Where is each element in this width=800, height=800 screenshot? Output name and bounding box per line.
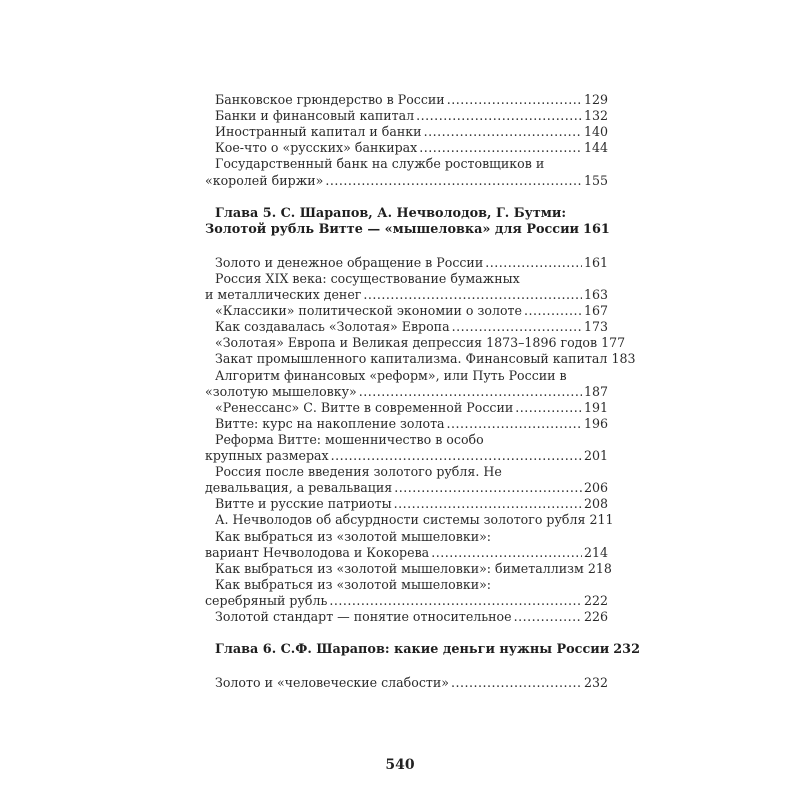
dot-leader (331, 448, 582, 464)
toc-entry-title: Витте: курс на накопление золота (215, 415, 445, 431)
toc-page-number: 201 (583, 448, 608, 463)
toc-page-number: 206 (583, 480, 608, 496)
toc-entry-title: серебряный рубль (205, 592, 328, 608)
toc-entry-title: Кое-что о «русских» банкирах (215, 140, 418, 156)
toc-entry-title: Россия XIX века: сосуществование бумажных (215, 270, 520, 286)
toc-entry-title: Золотой стандарт — понятие относительное (215, 609, 512, 624)
toc-entry-title: «золотую мышеловку» (205, 383, 357, 399)
toc-entry-line (205, 156, 608, 172)
toc-entry-title: Как выбраться из «золотой мышеловки»: биметаллизм (215, 560, 584, 576)
toc-page-number: 155 (583, 172, 608, 188)
toc-page-number: 144 (583, 140, 608, 156)
toc-entry-title: Как выбраться из «золотой мышеловки»: (215, 576, 492, 592)
toc-entry-title: крупных размерах (205, 448, 329, 463)
toc-entry-line (205, 271, 608, 287)
page-number: 540 (385, 757, 415, 773)
toc-entry-line (205, 351, 636, 367)
toc-page-number: 173 (583, 319, 608, 335)
toc-entry-title: Россия после введения золотого рубля. Не (215, 464, 502, 480)
toc-entry-title: Алгоритм финансовых «реформ», или Путь России в (215, 367, 567, 383)
dot-leader (359, 384, 582, 400)
toc-entry-line (205, 140, 608, 156)
toc-page-number: 214 (583, 544, 608, 560)
toc-chapter-line (205, 642, 640, 658)
toc-entry-line (205, 384, 608, 400)
toc-entry-line (205, 577, 608, 593)
dot-leader (485, 255, 582, 271)
toc-entry-line (205, 675, 608, 691)
toc-page-number: 191 (583, 399, 608, 415)
toc-page-number: 218 (587, 560, 612, 576)
toc-entry-title: Как выбраться из «золотой мышеловки»: (215, 528, 492, 544)
dot-leader (424, 124, 582, 140)
toc-entry-line (205, 92, 608, 108)
toc-entry-title: А. Нечволодов об абсурдности системы золотого рубля (215, 512, 586, 528)
toc-entry-title: девальвация, а ревальвация (205, 480, 393, 496)
toc-entry-line (205, 496, 608, 512)
dot-leader (514, 609, 582, 625)
toc-entry-title: Витте и русские патриоты (215, 496, 392, 512)
toc-entry-line (205, 255, 608, 271)
dot-leader (416, 108, 582, 124)
toc-entry-line (205, 108, 608, 124)
toc-page-number: 140 (583, 124, 608, 140)
toc-entry-title: Золото и «человеческие слабости» (215, 675, 449, 691)
dot-leader (329, 593, 582, 609)
toc-entry-title: Золотой рубль Витте — «мышеловка» для России (205, 221, 580, 237)
toc-entry-line (205, 560, 612, 577)
dot-leader (394, 480, 582, 496)
dot-leader (363, 287, 582, 303)
toc-page-number: 161 (583, 221, 610, 237)
toc-page-number: 177 (601, 335, 626, 351)
toc-page-number: 183 (611, 351, 636, 367)
toc-entry-line (205, 303, 608, 319)
dot-leader (515, 400, 582, 416)
toc-entry-title: Закат промышленного капитализма. Финансовый капитал (215, 351, 608, 367)
toc-page-number: 222 (583, 592, 608, 608)
toc-entry-line (205, 529, 608, 545)
toc-entry-title: Банки и финансовый капитал (215, 108, 415, 124)
toc-entry-line (205, 335, 626, 351)
toc-entry-title: Как создавалась «Золотая» Европа (215, 319, 450, 335)
dot-leader (524, 303, 582, 319)
toc-entry-line (205, 287, 608, 303)
toc-page-number: 196 (583, 415, 608, 431)
toc-page-number: 226 (583, 609, 608, 624)
toc-entry-title: Иностранный капитал и банки (215, 124, 422, 140)
dot-leader (431, 545, 582, 561)
dot-leader (451, 675, 582, 691)
toc-page-number: 232 (613, 642, 640, 658)
toc-entry-title: Реформа Витте: мошенничество в особо (215, 431, 484, 447)
toc-page-number: 129 (583, 92, 608, 107)
toc-page-number: 187 (583, 383, 608, 399)
toc-page-number: 232 (583, 675, 608, 691)
toc-entry-line (205, 512, 614, 528)
toc-entry-line (205, 319, 608, 335)
toc-entry-title: Государственный банк на службе ростовщиков и (215, 156, 545, 172)
dot-leader (325, 173, 582, 189)
toc-entry-line (205, 448, 608, 464)
dot-leader (394, 496, 582, 512)
toc-entry-line (205, 124, 608, 140)
toc-entry-line (205, 416, 608, 432)
toc-entry-line (205, 609, 608, 625)
toc-page-number: 208 (583, 496, 608, 512)
toc-page-number: 167 (583, 303, 608, 319)
toc-page-number: 132 (583, 108, 608, 124)
toc-page-number: 163 (583, 287, 608, 302)
toc-entry-title: «королей биржи» (205, 172, 324, 188)
dot-leader (452, 319, 582, 335)
dot-leader (419, 140, 582, 156)
toc-page-number: 211 (589, 512, 614, 528)
toc-chapter-line (205, 206, 608, 222)
toc-entry-title: Глава 6. С.Ф. Шарапов: какие деньги нужны России (215, 642, 610, 658)
toc-chapter-line (205, 222, 608, 238)
toc-entry-title: Глава 5. С. Шарапов, А. Нечволодов, Г. Бутми: (215, 205, 567, 221)
toc-entry-title: Золото и денежное обращение в России (215, 254, 484, 270)
toc-entry-line (205, 368, 608, 384)
toc-entry-line (205, 464, 608, 480)
toc-entry-line (205, 593, 608, 609)
toc-entry-line (205, 432, 608, 448)
toc-entry-line (205, 480, 608, 496)
toc-page-number: 161 (583, 254, 608, 270)
toc-entry-line (205, 173, 608, 189)
toc-entry-line (205, 545, 608, 561)
toc-entry-title: «Классики» политической экономии о золоте (215, 303, 522, 319)
toc-entry-title: Банковское грюндерство в России (215, 92, 445, 107)
toc-entry-line (205, 400, 608, 416)
toc-entry-title: вариант Нечволодова и Кокорева (205, 544, 430, 560)
dot-leader (447, 92, 582, 108)
toc-entry-title: «Золотая» Европа и Великая депрессия 1873–1896 годов (215, 335, 598, 351)
dot-leader (447, 416, 582, 432)
toc-entry-title: и металлических денег (205, 287, 362, 302)
toc-entry-title: «Ренессанс» С. Витте в современной России (215, 399, 514, 415)
